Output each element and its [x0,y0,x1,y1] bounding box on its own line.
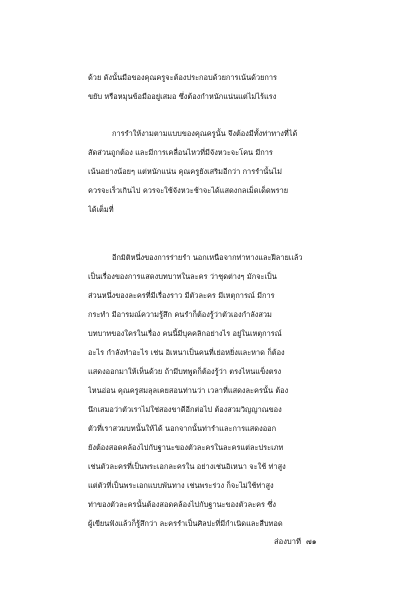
paragraph-1 [88,68,326,106]
text-line: บทบาทของใครในเรื่อง คนนี้มีบุคคลิกอย่างไร อยู่ในเหตุการณ์ [88,329,282,338]
paragraph-2 [88,124,326,219]
text-line: แต่ตัวที่เป็นพระเอกแบบพันทาง เช่นพระร่วง ก็จะไม่ใช้ท่าสูง [88,481,274,490]
text-line: กระทำ มีอารมณ์ความรู้สึก คนรำก็ต้องรู้ว่าตัวเองกำลังสวม [88,310,272,319]
text-line: เช่นตัวละครที่เป็นพระเอกละครใน อย่างเช่นอิเหนา จะใช้ ท่าสูง [88,462,286,471]
page-number: ๗๑ [306,537,317,546]
text-line: สัดส่วนถูกต้อง และมีการเคลื่อนไหวที่มีจังหวะจะโคน มีการ [88,148,273,157]
text-line: แสดงออกมาให้เห็นด้วย ถ้ามีบทพูดก็ต้องรู้ว่า ตรงไหนแข็งตรง [88,367,282,376]
text-line: ส่วนหนึ่งของละครที่มีเรื่องราว มีตัวละคร มีเหตุการณ์ มีการ [88,291,275,300]
text-line: ขยับ หรือหมุนข้อมืออยู่เสมอ ซึ่งต้องกำหนักแน่นแต่ไม่ไร้แรง [88,92,277,101]
text-line: ท่าของตัวละครนั้นต้องสอดคล้องไปกับฐานะของตัวละคร ซึ่ง [88,500,276,509]
text-line: ตัวที่เราสวมบทนั้นให้ได้ นอกจากนั้นท่ารำและการแสดงออก [88,424,277,433]
text-line: อะไร กำลังทำอะไร เช่น อิเหนาเป็นคนที่เย่อหยิ่งและหาด ก็ต้อง [88,348,285,357]
text-line: เน้นอย่างน้อยๆ แต่หนักแน่น คุณครูยังเสริมอีกว่า การรำนั้นไม่ [88,167,282,176]
text-line: การรำให้งามตามแบบของคุณครูนั้น จึงต้องมีทั้งท่าทางที่ได้ [112,129,298,138]
text-line: ด้วย ดังนั้นมือของคุณครูจะต้องประกอบด้วยการเน้นด้วยการ [88,73,278,82]
footer-label: ส่องบาที [274,537,301,546]
text-line: นึกเสมอว่าตัวเราไม่ใช่สองขาดีอีกต่อไป ต้องสวมวิญญาณของ [88,405,282,414]
text-line: ได้เต็มที่ [88,205,114,214]
text-line: ไหนอ่อน คุณครูสมลุลเคยสอนท่านว่า เวลาที่แสดงละครนั้น ต้อง [88,386,289,395]
page-footer [274,536,317,548]
paragraph-3 [88,248,326,533]
text-line: เป็นเรื่องของการแสดงบทบาทในละคร ว่าชุดต่างๆ มักจะเป็น [88,272,277,281]
text-line: อีกมิติหนึ่งของการร่ายรำ นอกเหนือจากท่าทางและฝีลายเเล้ว [112,253,303,262]
text-line: ควรจะเร็วเกินไป ควรจะใช้จังหวะช้าจะได้แสดงกลเม็ดเด็ดพราย [88,186,289,195]
text-line: ยังต้องสอดคล้องไปกับฐานะของตัวละครในละครแต่ละประเภท [88,443,284,452]
text-line: ผู้เขียนฟังแล้วก็รู้สึกว่า ละครรำเป็นศิลปะที่มีกำเนิดและสืบทอด [88,519,283,528]
